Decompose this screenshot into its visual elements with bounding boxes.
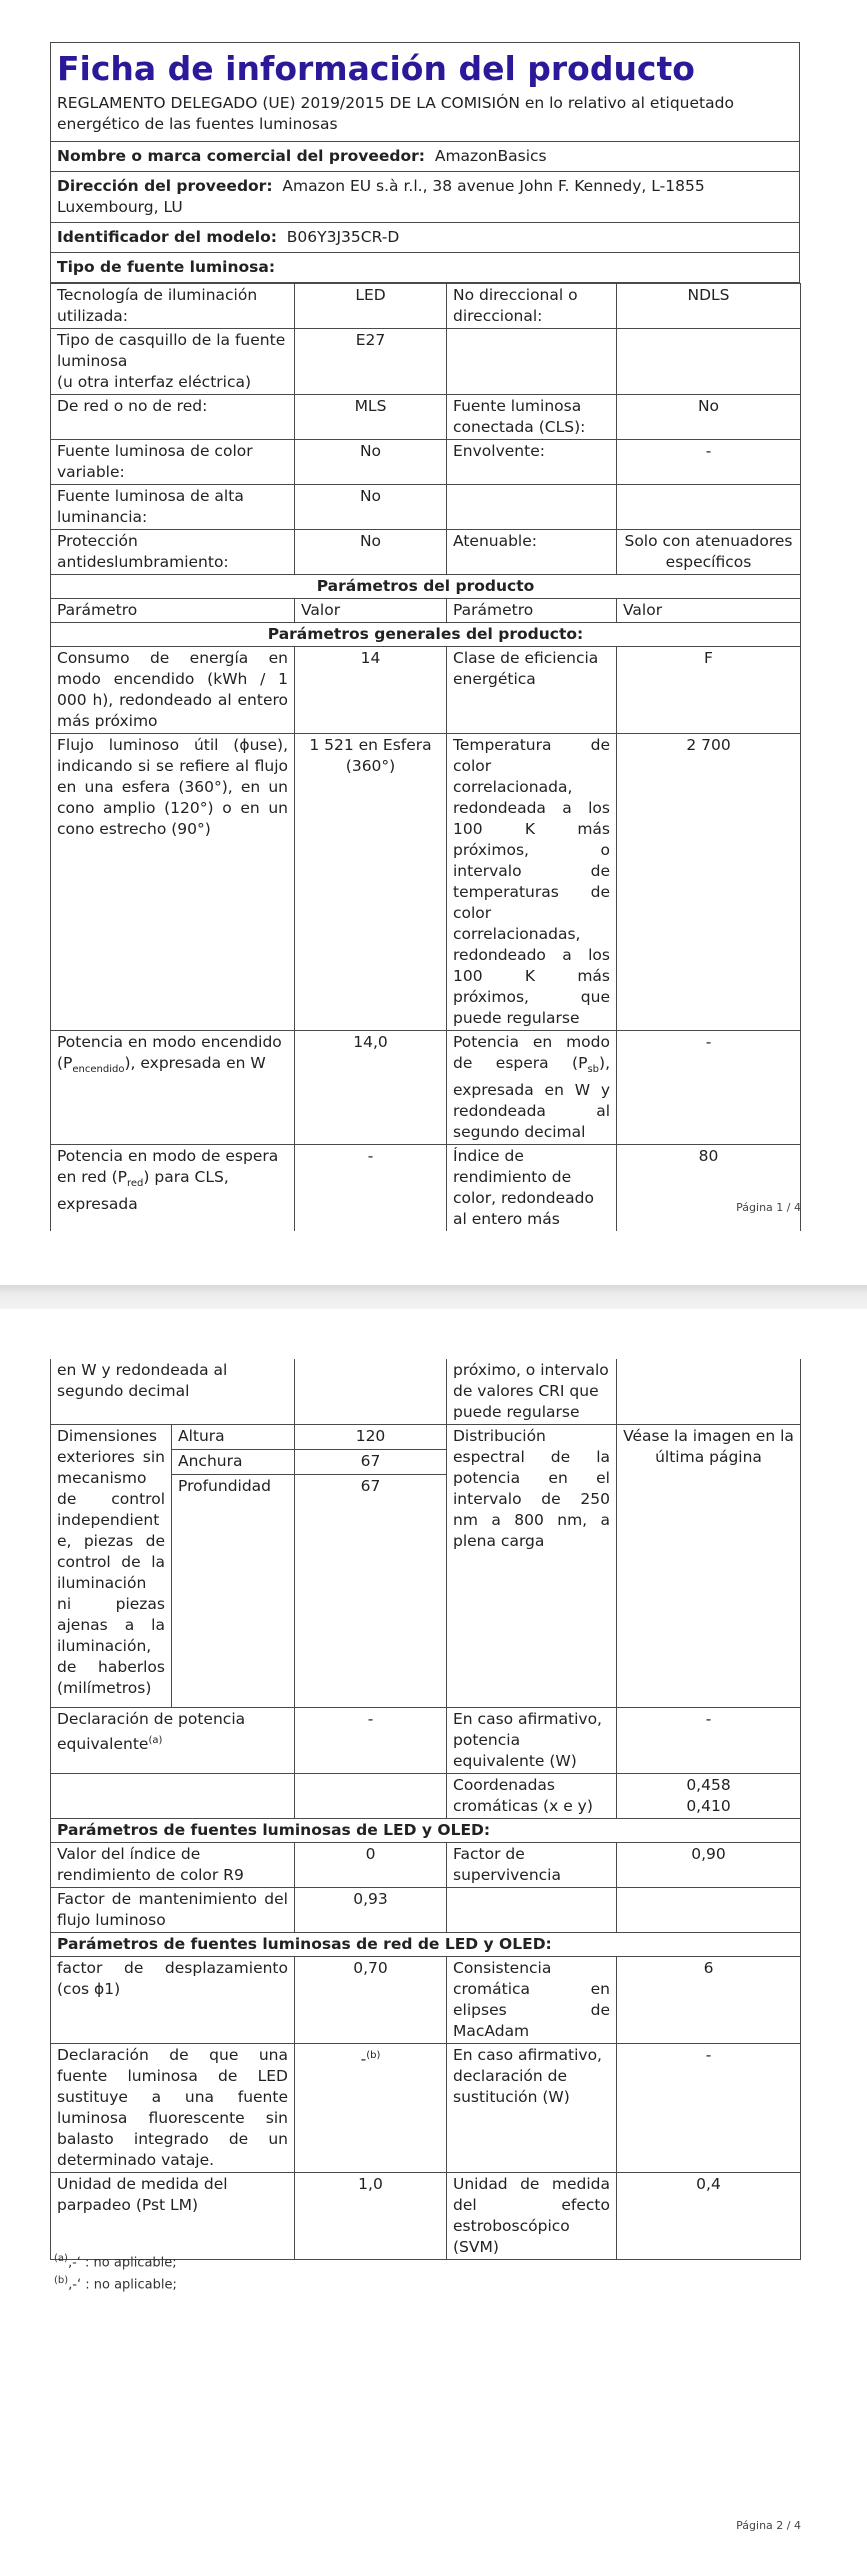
table-row	[51, 284, 801, 329]
supplier-name-row	[51, 142, 800, 172]
column-header-row	[51, 599, 801, 623]
flux-value: 1 521 en Esfera (360°)	[295, 734, 447, 1031]
empty-cell	[447, 485, 617, 530]
standby-power-label	[447, 1031, 617, 1145]
survival-label: Factor de supervivencia	[447, 1843, 617, 1888]
light-source-table	[50, 283, 801, 1231]
svm-label: Unidad de medida del efecto estroboscópico (SVM)	[447, 2173, 617, 2260]
cap-label: Tipo de casquillo de la fuente luminosa	[57, 331, 286, 370]
flicker-value: 1,0	[295, 2173, 447, 2260]
general-params-heading: Parámetros generales del producto:	[51, 623, 801, 647]
table-row	[51, 647, 801, 734]
tech-value: LED	[295, 284, 447, 329]
colour-label: Fuente luminosa de color variable:	[51, 440, 295, 485]
spd-label: Distribución espectral de la potencia en el intervalo de 250 nm a 800 nm, a plena carga	[447, 1425, 617, 1708]
product-info-sheet-continued	[50, 1359, 800, 2260]
svm-value: 0,4	[617, 2173, 801, 2260]
page-separator	[0, 1285, 867, 1309]
on-power-sub: encendido	[72, 1064, 125, 1076]
empty-cell	[617, 485, 801, 530]
footnote-a	[54, 2249, 177, 2273]
envelope-label: Envolvente:	[447, 440, 617, 485]
empty-cell	[617, 1359, 801, 1425]
class-value: F	[617, 647, 801, 734]
width-value: 67	[295, 1450, 447, 1475]
table-row	[51, 1888, 801, 1933]
header-table	[50, 42, 800, 283]
r9-value: 0	[295, 1843, 447, 1888]
product-params-heading: Parámetros del producto	[51, 575, 801, 599]
product-info-sheet	[50, 42, 800, 1231]
maintenance-label: Factor de mantenimiento del flujo luminoso	[51, 1888, 295, 1933]
supplier-address-value: Amazon EU s.à r.l., 38 avenue John F. Kennedy, L-1855 Luxembourg, LU	[57, 177, 705, 216]
cri-value: 80	[617, 1145, 801, 1232]
model-id-value: B06Y3J35CR-D	[286, 228, 400, 246]
standby-sub: sb	[587, 1064, 600, 1076]
macadam-value: 6	[617, 1957, 801, 2044]
equiv-footnote-mark: (a)	[148, 1735, 163, 1746]
height-value: 120	[295, 1425, 447, 1450]
cls-value: No	[617, 395, 801, 440]
col-header-param: Parámetro	[51, 599, 295, 623]
colour-value: No	[295, 440, 447, 485]
mains-label: De red o no de red:	[51, 395, 295, 440]
networked-standby-label-cont: en W y redondeada al segundo decimal	[51, 1359, 295, 1425]
on-power-text-2: ), expresada en W	[124, 1054, 266, 1072]
table-row	[51, 1031, 801, 1145]
supplier-address-row	[51, 172, 800, 223]
cct-label: Temperatura de color correlacionada, redondeada a los 100 K más próximos, o intervalo de temperaturas de color correlacionadas, redondeado a los 100 K más próximos, que puede regularse	[447, 734, 617, 1031]
empty-cell	[51, 1774, 295, 1819]
table-row	[51, 395, 801, 440]
high-luminance-value: No	[295, 485, 447, 530]
dimmable-label: Atenuable:	[447, 530, 617, 575]
table-row	[51, 329, 801, 395]
led-params-heading: Parámetros de fuentes luminosas de LED y OLED:	[51, 1819, 801, 1843]
chromaticity-value	[617, 1774, 801, 1819]
standby-text-2: ), expresada en W y redondeada al segundo decimal	[453, 1054, 610, 1142]
equiv-power-label	[51, 1708, 295, 1774]
empty-cell	[295, 1774, 447, 1819]
high-luminance-label: Fuente luminosa de alta luminancia:	[51, 485, 295, 530]
net-text: Potencia en modo de espera en red (P	[57, 1147, 279, 1187]
table-row	[51, 1774, 801, 1819]
page-number: Página 2 / 4	[736, 2519, 801, 2532]
footnote-b-mark: (b)	[54, 2275, 69, 2286]
glare-value: No	[295, 530, 447, 575]
equiv-w-value: -	[617, 1708, 801, 1774]
net-text-2: ) para CLS, expresada	[57, 1168, 229, 1214]
equiv-text: Declaración de potencia equivalente	[57, 1710, 246, 1754]
cct-value: 2 700	[617, 734, 801, 1031]
table-row	[51, 1425, 801, 1450]
empty-cell	[617, 1888, 801, 1933]
chromaticity-label: Coordenadas cromáticas (x e y)	[447, 1774, 617, 1819]
table-row	[51, 1145, 801, 1232]
on-power-value: 14,0	[295, 1031, 447, 1145]
maintenance-value: 0,93	[295, 1888, 447, 1933]
table-row	[51, 440, 801, 485]
cap-value: E27	[295, 329, 447, 395]
spd-value: Véase la imagen en la última página	[617, 1425, 801, 1708]
footnote-a-text: ‚-‘ : no aplicable;	[67, 2255, 177, 2271]
depth-label: Profundidad	[172, 1475, 295, 1708]
retrofit-w-value: -	[617, 2044, 801, 2173]
macadam-label: Consistencia cromática en elipses de MacAdam	[447, 1957, 617, 2044]
cap-label-cell	[51, 329, 295, 395]
empty-cell	[447, 329, 617, 395]
supplier-address-label: Dirección del proveedor:	[57, 177, 273, 195]
r9-label: Valor del índice de rendimiento de color R9	[51, 1843, 295, 1888]
regulation-text: REGLAMENTO DELEGADO (UE) 2019/2015 DE LA COMISIÓN en lo relativo al etiquetado energético de las fuentes luminosas	[51, 91, 800, 142]
energy-label: Consumo de energía en modo encendido (kWh / 1 000 h), redondeado al entero más próximo	[51, 647, 295, 734]
table-row	[51, 734, 801, 1031]
retrofit-value	[295, 2044, 447, 2173]
model-id-row	[51, 223, 800, 253]
chromaticity-y: 0,410	[686, 1797, 731, 1815]
depth-value: 67	[295, 1475, 447, 1708]
displacement-factor-value: 0,70	[295, 1957, 447, 2044]
cap-label-2: (u otra interfaz eléctrica)	[57, 373, 252, 391]
empty-cell	[295, 1359, 447, 1425]
retrofit-footnote-mark: (b)	[366, 2050, 381, 2061]
empty-cell	[617, 329, 801, 395]
footnote-b-text: ‚-‘ : no aplicable;	[68, 2277, 177, 2293]
chromaticity-x: 0,458	[686, 1776, 731, 1794]
equiv-power-value: -	[295, 1708, 447, 1774]
glare-label: Protección antideslumbramiento:	[51, 530, 295, 575]
table-row	[51, 2173, 801, 2260]
dimmable-value: Solo con atenuadores específicos	[617, 530, 801, 575]
table-row	[51, 1957, 801, 2044]
flux-label: Flujo luminoso útil (ϕuse), indicando si se refiere al flujo en una esfera (360°), en un cono amplio (120°) o en un cono estrecho (90°)	[51, 734, 295, 1031]
net-sub: red	[127, 1178, 144, 1190]
page-number: Página 1 / 4	[736, 1201, 801, 1214]
on-power-text: Potencia en modo encendido (P	[57, 1033, 282, 1072]
dimensions-label: Dimensiones exteriores sin mecanismo de control independiente, piezas de control de la iluminación ni piezas ajenas a la iluminación, de haberlos (milímetros)	[51, 1425, 172, 1708]
directional-label: No direccional o direccional:	[447, 284, 617, 329]
mains-led-params-heading: Parámetros de fuentes luminosas de red de LED y OLED:	[51, 1933, 801, 1957]
params-table-continued	[50, 1359, 801, 2260]
equiv-w-label: En caso afirmativo, potencia equivalente (W)	[447, 1708, 617, 1774]
directional-value: NDLS	[617, 284, 801, 329]
standby-text: Potencia en modo de espera (P	[453, 1033, 610, 1072]
flicker-label: Unidad de medida del parpadeo (Pst LM)	[51, 2173, 295, 2260]
table-row	[51, 1843, 801, 1888]
retrofit-w-label: En caso afirmativo, declaración de sustitución (W)	[447, 2044, 617, 2173]
col-header-value: Valor	[295, 599, 447, 623]
cri-label: Índice de rendimiento de color, redondeado al entero más	[447, 1145, 617, 1232]
table-row	[51, 1359, 801, 1425]
cls-label: Fuente luminosa conectada (CLS):	[447, 395, 617, 440]
energy-value: 14	[295, 647, 447, 734]
standby-power-value: -	[617, 1031, 801, 1145]
retrofit-label: Declaración de que una fuente luminosa de LED sustituye a una fuente luminosa fluorescente sin balasto integrado de un determinado vataje.	[51, 2044, 295, 2173]
table-row	[51, 485, 801, 530]
col-header-value-2: Valor	[617, 599, 801, 623]
footnote-b	[54, 2271, 177, 2295]
cri-label-cont: próximo, o intervalo de valores CRI que puede regularse	[447, 1359, 617, 1425]
col-header-param-2: Parámetro	[447, 599, 617, 623]
mains-value: MLS	[295, 395, 447, 440]
document-page-2	[0, 1309, 867, 2560]
light-source-heading: Tipo de fuente luminosa:	[51, 253, 800, 283]
table-row	[51, 1708, 801, 1774]
survival-value: 0,90	[617, 1843, 801, 1888]
width-label: Anchura	[172, 1450, 295, 1475]
height-label: Altura	[172, 1425, 295, 1450]
displacement-factor-label: factor de desplazamiento (cos ϕ1)	[51, 1957, 295, 2044]
document-title: Ficha de información del producto	[51, 43, 800, 92]
model-id-label: Identificador del modelo:	[57, 228, 277, 246]
footnote-a-mark: (a)	[54, 2253, 68, 2264]
empty-cell	[447, 1888, 617, 1933]
table-row	[51, 2044, 801, 2173]
table-row	[51, 530, 801, 575]
supplier-name-value: AmazonBasics	[434, 147, 547, 165]
on-power-label	[51, 1031, 295, 1145]
tech-label: Tecnología de iluminación utilizada:	[51, 284, 295, 329]
envelope-value: -	[617, 440, 801, 485]
retrofit-dash: -	[360, 2050, 367, 2069]
networked-standby-value: -	[295, 1145, 447, 1232]
class-label: Clase de eficiencia energética	[447, 647, 617, 734]
supplier-name-label: Nombre o marca comercial del proveedor:	[57, 147, 425, 165]
networked-standby-label	[51, 1145, 295, 1232]
